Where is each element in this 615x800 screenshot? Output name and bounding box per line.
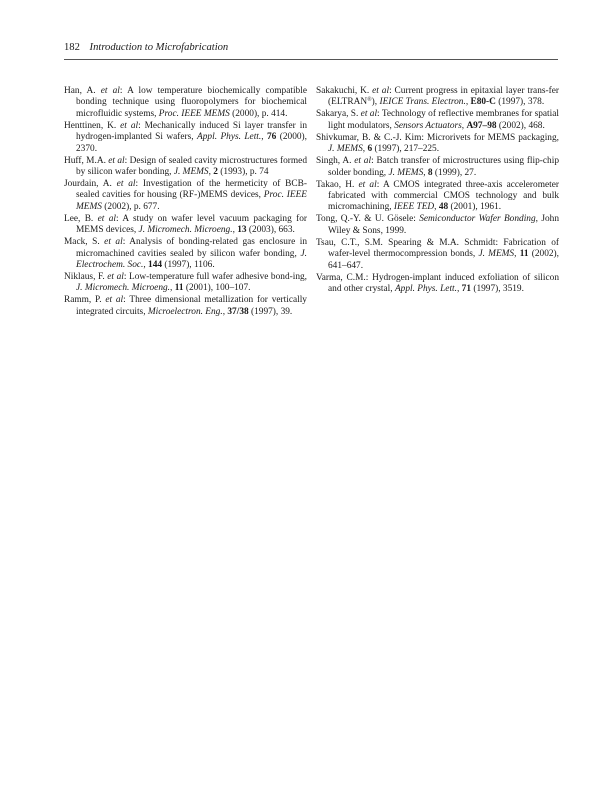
page-header [64, 41, 558, 55]
reference-entry: Henttinen, K. et al: Mechanically induced Si layer transfer in hydrogen-implanted Si wafers, Appl. Phys. Lett., 76 (2000), 2370. [64, 120, 307, 154]
reference-entry: Jourdain, A. et al: Investigation of the hermeticity of BCB-sealed cavities for housing (RF-)MEMS devices, Proc. IEEE MEMS (2002), p. 677. [64, 179, 307, 212]
page-number: 182 [64, 42, 80, 53]
reference-entry: Niklaus, F. et al: Low-temperature full wafer adhesive bond-ing, J. Micromech. Microeng., 11 (2001), 100–107. [64, 272, 308, 294]
reference-entry: Tsau, C.T., S.M. Spearing & M.A. Schmidt: Fabrication of wafer-level thermocompression bonds, J. MEMS, 11 (2002), 641–647. [316, 237, 560, 271]
reference-entry: Tong, Q.-Y. & U. Gösele: Semiconductor Wafer Bonding, John Wiley & Sons, 1999. [316, 214, 559, 236]
reference-column-right [316, 86, 559, 296]
reference-entry: Huff, M.A. et al: Design of sealed cavity microstructures formed by silicon wafer bonding, J. MEMS, 2 (1993), p. 74 [64, 155, 307, 178]
reference-entry: Shivkumar, B. & C.-J. Kim: Microrivets for MEMS packaging, J. MEMS, 6 (1997), 217–225. [316, 132, 559, 155]
reference-entry: Varma, C.M.: Hydrogen-implant induced exfoliation of silicon and other crystal, Appl. Phys. Lett., 71 (1997), 3519. [316, 272, 559, 295]
reference-column-left [64, 86, 307, 319]
reference-entry: Han, A. et al: A low temperature biochemically compatible bonding technique using fluoropolymers for biochemical microfluidic systems, Proc. IEEE MEMS (2000), p. 414. [64, 86, 307, 119]
running-title: Introduction to Microfabrication [89, 42, 229, 53]
reference-entry: Singh, A. et al: Batch transfer of microstructures using flip-chip solder bonding, J. MEMS, 8 (1999), 27. [316, 156, 559, 178]
header-rule [64, 59, 558, 60]
registered-mark: ® [367, 97, 372, 104]
reference-entry: Mack, S. et al: Analysis of bonding-related gas enclosure in micromachined cavities sealed by silicon wafer bonding, J. Electrochem. Soc., 144 (1997), 1106. [64, 237, 307, 271]
reference-entry: Takao, H. et al: A CMOS integrated three-axis accelerometer fabricated with commercial CMOS technology and bulk micromachining, IEEE TED, 48 (2001), 1961. [316, 179, 559, 213]
reference-entry: Ramm, P. et al: Three dimensional metallization for vertically integrated circuits, Microelectron. Eng., 37/38 (1997), 39. [64, 295, 307, 317]
reference-entry: Sakarya, S. et al: Technology of reflective membranes for spatial light modulators, Sensors Actuators, A97–98 (2002), 468. [316, 109, 559, 131]
reference-entry: Sakakuchi, K. et al: Current progress in epitaxial layer trans-fer (ELTRAN®), IEICE Trans. Electron., E80-C (1997), 378. [316, 86, 559, 108]
reference-entry: Lee, B. et al: A study on wafer level vacuum packaging for MEMS devices, J. Micromech. Microeng., 13 (2003), 663. [64, 213, 307, 236]
